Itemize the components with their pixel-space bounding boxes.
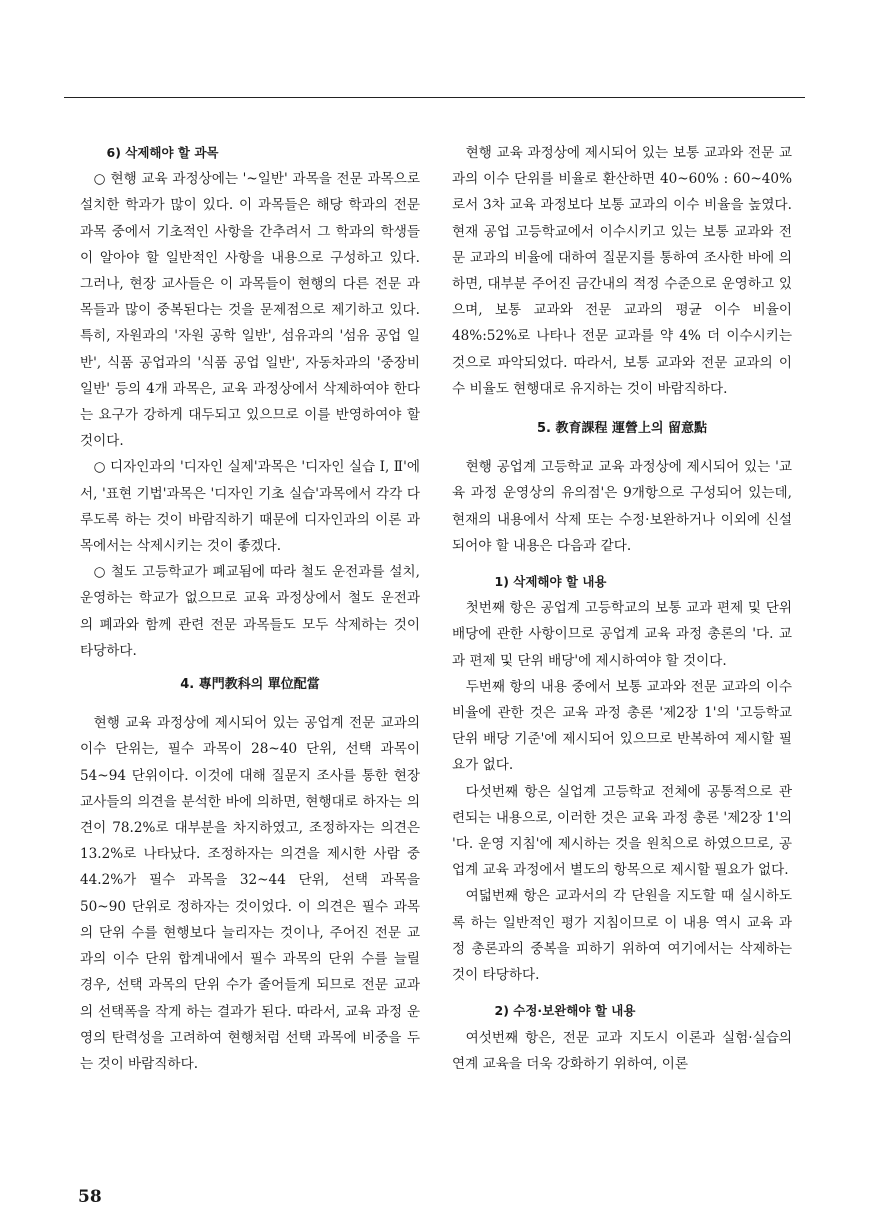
subsection-heading-1: 1) 삭제해야 할 내용 — [494, 574, 607, 590]
paragraph: 현행 교육 과정상에 제시되어 있는 보통 교과와 전문 교과의 이수 단위를 비율로 환산하면 40~60% : 60~40%로서 3차 교육 과정보다 보통 교과의 이수 비율을 높였다. 현재 공업 고등학교에서 이수시키고 있는 보통 교과와 전문 교과의 비율에 대하여 질문지를 통하여 조사한 바에 의하면, 대부분 주어진 금간내의 적정 수준으로 운영하고 있으며, 보통 교과와 전문 교과의 평균 이수 비율이 48%:52%로 나타나 전문 교과를 약 4% 더 이수시키는 것으로 파악되었다. 따라서, 보통 교과와 전문 교과의 이수 비율도 현행대로 유지하는 것이 바람직하다. — [452, 145, 792, 397]
paragraph: ○ 현행 교육 과정상에는 '~일반' 과목을 전문 과목으로 설치한 학과가 많이 있다. 이 과목들은 해당 학과의 전문 과목 중에서 기초적인 사항을 간추려서 그 학과의 학생들이 알아야 할 일반적인 사항을 내용으로 구성하고 있다. 그러나, 현장 교사들은 이 과목들이 현행의 다른 전문 과목들과 많이 중복된다는 것을 문제점으로 제기하고 있다. 특히, 자원과의 '자원 공학 일반', 섬유과의 '섬유 공업 일반', 식품 공업과의 '식품 공업 일반', 자동차과의 '중장비 일반' 등의 4개 과목은, 교육 과정상에서 삭제하여야 한다는 요구가 강하게 대두되고 있으므로 이를 반영하여야 할 것이다. — [80, 171, 420, 450]
left-column — [80, 140, 420, 1077]
paragraph: 다섯번째 항은 실업계 고등학교 전체에 공통적으로 관련되는 내용으로, 이러한 것은 교육 과정 총론 '제2장 1'의 '다. 운영 지침'에 제시하는 것을 원칙으로 하였으므로, 공업계 교육 과정에서 별도의 항목으로 제시할 필요가 없다. — [452, 783, 792, 879]
section-heading-5: 5. 教育課程 運營上의 留意點 — [536, 421, 708, 437]
paragraph: 현행 교육 과정상에 제시되어 있는 공업계 전문 교과의 이수 단위는, 필수 과목이 28~40 단위, 선택 과목이 54~94 단위이다. 이것에 대해 질문지 조사를 통한 현장 교사들의 의견을 분석한 바에 의하면, 현행대로 하자는 의견이 78.2%로 대부분을 차지하였고, 조정하자는 의견은 13.2%로 나타났다. 조정하자는 의견을 제시한 사람 중 44.2%가 필수 과목을 32~44 단위, 선택 과목을 50~90 단위로 정하자는 것이었다. 이 의견은 필수 과목의 단위 수를 현행보다 늘리자는 것이나, 주어진 전문 교과의 이수 단위 합계내에서 필수 과목의 단위 수를 늘릴 경우, 선택 과목의 단위 수가 줄어들게 되므로 전문 교과의 선택폭을 작게 하는 결과가 된다. 따라서, 교육 과정 운영의 탄력성을 고려하여 현행처럼 선택 과목에 비중을 두는 것이 바람직하다. — [80, 715, 420, 1072]
header-rule — [64, 97, 805, 98]
paragraph: 여섯번째 항은, 전문 교과 지도시 이론과 실험·실습의 연계 교육을 더욱 강화하기 위하여, 이론 — [452, 1029, 792, 1072]
paragraph: 첫번째 항은 공업계 고등학교의 보통 교과 편제 및 단위 배당에 관한 사항이므로 공업계 교육 과정 총론의 '다. 교과 편제 및 단위 배당'에 제시하여야 할 것이다. — [452, 600, 792, 669]
paragraph: 두번째 항의 내용 중에서 보통 교과와 전문 교과의 이수 비율에 관한 것은 교육 과정 총론 '제2장 1'의 '고등학교 단위 배당 기준'에 제시되어 있으므로 반복하여 제시할 필요가 없다. — [452, 678, 792, 774]
spacer — [452, 988, 792, 998]
subsection-heading-2: 2) 수정·보완해야 할 내용 — [494, 1003, 636, 1019]
paragraph: 현행 공업계 고등학교 교육 과정상에 제시되어 있는 '교육 과정 운영상의 유의점'은 9개항으로 구성되어 있는데, 현재의 내용에서 삭제 또는 수정·보완하거나 이외에 신설되어야 할 내용은 다음과 같다. — [452, 459, 792, 554]
spacer — [452, 559, 792, 569]
right-column — [452, 140, 792, 1077]
paragraph: ○ 철도 고등학교가 폐교됨에 따라 철도 운전과를 설치, 운영하는 학교가 없으므로 교육 과정상에서 철도 운전과의 폐과와 함께 관련 전문 과목들도 모두 삭제하는 것이 타당하다. — [80, 564, 420, 659]
page-number: 58 — [78, 1187, 102, 1207]
section-heading-4: 4. 專門教科의 單位配當 — [180, 677, 320, 693]
subsection-heading-6: 6) 삭제해야 할 과목 — [106, 145, 219, 160]
paragraph: ○ 디자인과의 '디자인 실제'과목은 '디자인 실습 Ⅰ, Ⅱ'에서, '표현 기법'과목은 '디자인 기초 실습'과목에서 각각 다루도록 하는 것이 바람직하기 때문에 디자인과의 이론 과목에서는 삭제시키는 것이 좋겠다. — [80, 459, 420, 555]
paragraph: 여덟번째 항은 교과서의 각 단원을 지도할 때 실시하도록 하는 일반적인 평가 지침이므로 이 내용 역시 교육 과정 총론과의 중복을 피하기 위하여 여기에서는 삭제하는 것이 타당하다. — [452, 888, 792, 984]
